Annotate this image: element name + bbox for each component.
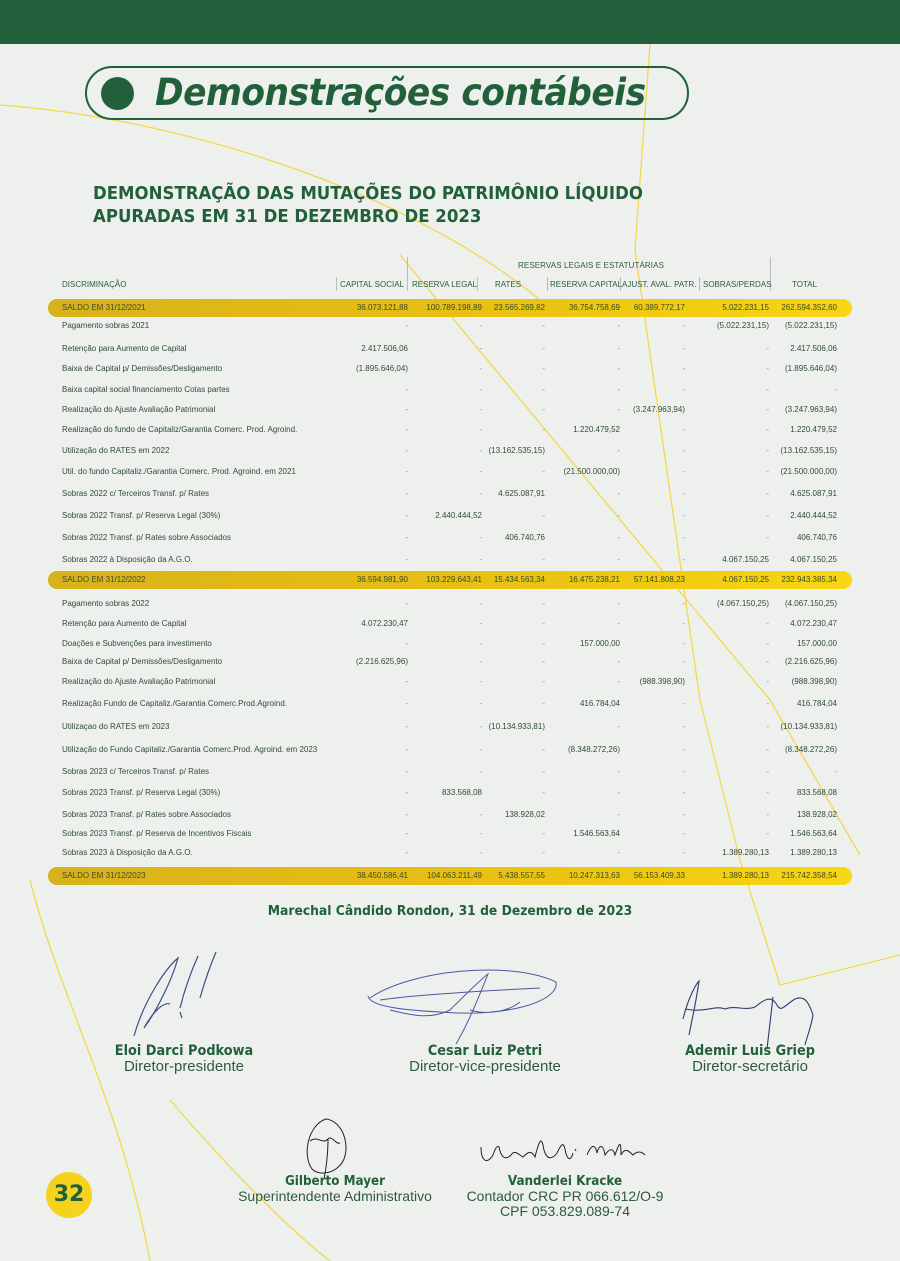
cell-sobras-perdas: - (766, 829, 769, 838)
cell-total: 4.072.230,47 (790, 619, 837, 628)
table-row (48, 340, 852, 358)
table-row (48, 825, 852, 843)
table-row (48, 695, 852, 713)
row-description: SALDO EM 31/12/2023 (62, 871, 146, 880)
cell-ajuste-aval: - (682, 619, 685, 628)
cell-total: 833.568,08 (796, 788, 837, 797)
cell-rates: 23.565.269,82 (493, 303, 545, 312)
signatory-role: Diretor-secretário (692, 1058, 808, 1075)
cell-sobras-perdas: - (766, 767, 769, 776)
cell-reserva-capital: - (617, 511, 620, 520)
cell-ajuste-aval: - (682, 364, 685, 373)
cell-rates: - (542, 599, 545, 608)
cell-total: 157.000,00 (796, 639, 837, 648)
signature-eloi (120, 950, 250, 1040)
cell-sobras-perdas: - (766, 699, 769, 708)
cell-rates: (10.134.933,81) (488, 722, 545, 731)
cell-rates: - (542, 745, 545, 754)
cell-total: (5.022.231,15) (784, 321, 837, 330)
row-description: Utilização do RATES em 2022 (62, 446, 170, 455)
row-description: SALDO EM 31/12/2021 (62, 303, 146, 312)
cell-capital-social: - (405, 555, 408, 564)
section-title-pill (85, 66, 689, 120)
cell-reserva-legal: - (479, 321, 482, 330)
cell-reserva-capital: - (617, 385, 620, 394)
cell-sobras-perdas: 1.389.280,13 (722, 848, 769, 857)
cell-reserva-capital: - (617, 446, 620, 455)
col-header-rates: RATES (495, 280, 522, 289)
cell-capital-social: - (405, 722, 408, 731)
row-description: Util. do fundo Capitaliz./Garantia Comerc. Prod. Agroind. em 2021 (62, 467, 296, 476)
cell-ajuste-aval: - (682, 489, 685, 498)
cell-reserva-capital: 416.784,04 (579, 699, 620, 708)
cell-ajuste-aval: - (682, 829, 685, 838)
cell-reserva-legal: - (479, 767, 482, 776)
cell-ajuste-aval: - (682, 467, 685, 476)
cell-total: 4.625.087,91 (790, 489, 837, 498)
cell-reserva-capital: - (617, 619, 620, 628)
cell-capital-social: 4.072.230,47 (361, 619, 408, 628)
cell-ajuste-aval: 57.141.808,23 (633, 575, 685, 584)
row-description: Sobras 2022 c/ Terceiros Transf. p/ Rates (62, 489, 210, 498)
cell-reserva-capital: 16.475.238,21 (568, 575, 620, 584)
cell-sobras-perdas: - (766, 745, 769, 754)
cell-reserva-capital: - (617, 788, 620, 797)
cell-capital-social: - (405, 848, 408, 857)
header-separator (336, 277, 337, 291)
cell-sobras-perdas: - (766, 657, 769, 666)
table-row (48, 551, 852, 569)
cell-sobras-perdas: - (766, 446, 769, 455)
group-header-reserves: RESERVAS LEGAIS E ESTATUTÁRIAS (518, 261, 665, 270)
cell-reserva-legal: - (479, 599, 482, 608)
cell-rates: - (542, 344, 545, 353)
statement-title-line-1: DEMONSTRAÇÃO DAS MUTAÇÕES DO PATRIMÔNIO LÍQUIDO (93, 183, 643, 204)
cell-capital-social: - (405, 489, 408, 498)
col-header-sobras-perdas: SOBRAS/PERDAS (703, 280, 772, 289)
cell-reserva-legal: - (479, 446, 482, 455)
cell-reserva-legal: - (479, 425, 482, 434)
cell-reserva-legal: 100.789.198,89 (426, 303, 482, 312)
cell-total: (13.162.535,15) (780, 446, 837, 455)
signatory-name: Gilberto Mayer (284, 1174, 386, 1189)
table-row (48, 763, 852, 781)
cell-reserva-legal: - (479, 657, 482, 666)
cell-sobras-perdas: - (766, 425, 769, 434)
cell-sobras-perdas: - (766, 533, 769, 542)
cell-total: (4.067.150,25) (784, 599, 837, 608)
cell-sobras-perdas: 1.389.280,13 (722, 871, 769, 880)
signatory-block (94, 1043, 274, 1075)
cell-reserva-legal: - (479, 364, 482, 373)
cell-rates: - (542, 555, 545, 564)
header-separator (407, 257, 408, 291)
table-row (48, 401, 852, 419)
cell-reserva-capital: - (617, 677, 620, 686)
cell-total: 2.440.444,52 (790, 511, 837, 520)
cell-total: 4.067.150,25 (790, 555, 837, 564)
cell-total: 262.594.352,60 (781, 303, 837, 312)
row-description: SALDO EM 31/12/2022 (62, 575, 146, 584)
row-description: Baixa de Capital p/ Demissões/Desligamento (62, 657, 223, 666)
cell-rates: (13.162.535,15) (488, 446, 545, 455)
row-description: Sobras 2022 Transf. p/ Reserva Legal (30%) (62, 511, 221, 520)
cell-reserva-capital: - (617, 810, 620, 819)
row-description: Doações e Subvenções para investimento (62, 639, 212, 648)
cell-sobras-perdas: - (766, 619, 769, 628)
cell-capital-social: - (405, 405, 408, 414)
signatory-block (215, 1175, 455, 1204)
table-row (48, 381, 852, 399)
cell-reserva-legal: - (479, 467, 482, 476)
cell-reserva-capital: - (617, 344, 620, 353)
cell-reserva-legal: - (479, 677, 482, 686)
cell-ajuste-aval: - (682, 446, 685, 455)
header-separator (699, 277, 700, 291)
cell-total: 1.546.563,64 (790, 829, 837, 838)
cell-total: (1.895.646,04) (784, 364, 837, 373)
cell-sobras-perdas: 4.067.150,25 (722, 575, 769, 584)
signatory-name: Cesar Luiz Petri (427, 1043, 543, 1059)
table-row (48, 718, 852, 736)
signatory-role: Diretor-presidente (123, 1058, 245, 1075)
table-row (48, 673, 852, 691)
row-description: Realização do fundo de Capitaliz/Garantia Comerc. Prod. Agroind. (62, 425, 298, 434)
signature-vanderlei (475, 1135, 665, 1175)
cell-sobras-perdas: - (766, 788, 769, 797)
signatory-role: Diretor-vice-presidente (409, 1058, 561, 1075)
table-row (48, 317, 852, 335)
cell-capital-social: - (405, 810, 408, 819)
cell-capital-social: 36.594.981,90 (356, 575, 408, 584)
cell-capital-social: - (405, 321, 408, 330)
cell-sobras-perdas: - (766, 344, 769, 353)
row-description: Sobras 2023 Transf. p/ Reserva Legal (30%) (62, 788, 221, 797)
col-header-ajuste-aval: AJUST. AVAL. PATR. (622, 280, 697, 289)
cell-rates: - (542, 767, 545, 776)
row-description: Realização do Ajuste Avaliação Patrimonial (62, 405, 216, 414)
signatory-name: Ademir Luis Griep (685, 1043, 815, 1059)
cell-reserva-legal: 104.063.211,49 (426, 871, 482, 880)
cell-sobras-perdas: 4.067.150,25 (722, 555, 769, 564)
table-row (48, 595, 852, 613)
balance-row (48, 571, 852, 589)
cell-reserva-capital: 1.546.563,64 (573, 829, 620, 838)
row-description: Utilizaçao do RATES em 2023 (62, 722, 170, 731)
page-number: 32 (46, 1172, 92, 1218)
table-row (48, 806, 852, 824)
cell-reserva-legal: - (479, 722, 482, 731)
cell-capital-social: - (405, 425, 408, 434)
balance-row (48, 299, 852, 317)
cell-rates: - (542, 829, 545, 838)
cell-total: 232.943.385,34 (781, 575, 837, 584)
cell-sobras-perdas: - (766, 405, 769, 414)
row-description: Baixa de Capital p/ Demissões/Desligamento (62, 364, 223, 373)
cell-sobras-perdas: 5.022.231,15 (722, 303, 769, 312)
cell-ajuste-aval: - (682, 599, 685, 608)
cell-rates: 138.928,02 (504, 810, 545, 819)
cell-total: (21.500.000,00) (780, 467, 837, 476)
cell-total: (3.247.963,94) (784, 405, 837, 414)
cell-reserva-legal: - (479, 385, 482, 394)
cell-capital-social: - (405, 533, 408, 542)
signatory-name: Vanderlei Kracke (507, 1174, 623, 1189)
cell-ajuste-aval: 60.389.772,17 (633, 303, 685, 312)
cell-rates: 15.434.563,34 (493, 575, 545, 584)
cell-ajuste-aval: (988.398,90) (639, 677, 685, 686)
cell-rates: - (542, 657, 545, 666)
cell-capital-social: - (405, 699, 408, 708)
balance-row (48, 867, 852, 885)
cell-total: (2.216.625,96) (784, 657, 837, 666)
col-header-discriminacao: DISCRIMINAÇÃO (62, 280, 127, 289)
cell-reserva-capital: - (617, 555, 620, 564)
cell-reserva-legal: - (479, 699, 482, 708)
table-row (48, 635, 852, 653)
cell-sobras-perdas: - (766, 467, 769, 476)
table-row (48, 507, 852, 525)
cell-reserva-capital: - (617, 599, 620, 608)
cell-rates: - (542, 385, 545, 394)
cell-capital-social: (2.216.625,96) (355, 657, 408, 666)
cell-rates: 4.625.087,91 (498, 489, 545, 498)
cell-reserva-capital: - (617, 364, 620, 373)
row-description: Baixa capital social financiamento Cotas partes (62, 385, 230, 394)
top-banner (0, 0, 900, 44)
cell-rates: - (542, 848, 545, 857)
cell-total: (8.348.272,26) (784, 745, 837, 754)
signatory-role: Superintendente Administrativo (238, 1188, 432, 1204)
statement-title-line-2: APURADAS EM 31 DE DEZEMBRO DE 2023 (93, 206, 482, 227)
col-header-reserva-legal: RESERVA LEGAL (412, 280, 478, 289)
signature-cesar (360, 960, 570, 1050)
cell-capital-social: - (405, 788, 408, 797)
table-row (48, 360, 852, 378)
cell-reserva-capital: (8.348.272,26) (567, 745, 620, 754)
header-separator (547, 277, 548, 291)
cell-rates: - (542, 699, 545, 708)
cell-reserva-capital: - (617, 405, 620, 414)
cell-reserva-capital: - (617, 533, 620, 542)
cell-total: (10.134.933,81) (780, 722, 837, 731)
signatory-role: Contador CRC PR 066.612/O-9 (466, 1188, 664, 1204)
row-description: Retenção para Aumento de Capital (62, 344, 187, 353)
cell-sobras-perdas: (4.067.150,25) (716, 599, 769, 608)
cell-ajuste-aval: - (682, 511, 685, 520)
cell-sobras-perdas: - (766, 810, 769, 819)
signatory-block (460, 1175, 670, 1219)
cell-sobras-perdas: - (766, 489, 769, 498)
cell-capital-social: 38.450.586,41 (356, 871, 408, 880)
cell-reserva-capital: - (617, 848, 620, 857)
statement-title (93, 182, 643, 228)
row-description: Pagamento sobras 2022 (62, 599, 150, 608)
cell-reserva-legal: - (479, 810, 482, 819)
cell-ajuste-aval: - (682, 745, 685, 754)
cell-reserva-capital: 10.247.313,63 (568, 871, 620, 880)
cell-ajuste-aval: - (682, 533, 685, 542)
cell-total: 1.389.280,13 (790, 848, 837, 857)
cell-capital-social: - (405, 446, 408, 455)
cell-ajuste-aval: - (682, 639, 685, 648)
cell-rates: - (542, 677, 545, 686)
cell-rates: - (542, 511, 545, 520)
cell-capital-social: 36.073.121,88 (356, 303, 408, 312)
row-description: Realização do Ajuste Avaliação Patrimonial (62, 677, 216, 686)
cell-ajuste-aval: - (682, 344, 685, 353)
cell-capital-social: - (405, 385, 408, 394)
cell-capital-social: - (405, 829, 408, 838)
cell-ajuste-aval: 56.153.409,33 (633, 871, 685, 880)
cell-rates: - (542, 467, 545, 476)
cell-reserva-capital: 157.000,00 (579, 639, 620, 648)
table-row (48, 653, 852, 671)
cell-reserva-capital: 36.754.758,69 (568, 303, 620, 312)
cell-reserva-legal: - (479, 405, 482, 414)
cell-ajuste-aval: - (682, 848, 685, 857)
cell-reserva-legal: - (479, 489, 482, 498)
table-row (48, 784, 852, 802)
cell-ajuste-aval: - (682, 699, 685, 708)
cell-total: - (834, 385, 837, 394)
cell-reserva-legal: - (479, 848, 482, 857)
cell-reserva-capital: - (617, 489, 620, 498)
cell-reserva-capital: - (617, 657, 620, 666)
signatory-block (660, 1043, 840, 1075)
cell-reserva-legal: 833.568,08 (441, 788, 482, 797)
cell-reserva-legal: 2.440.444,52 (435, 511, 482, 520)
signatory-block (380, 1043, 590, 1075)
section-title: Demonstrações contábeis (155, 71, 646, 114)
cell-reserva-legal: - (479, 639, 482, 648)
cell-ajuste-aval: - (682, 788, 685, 797)
cell-reserva-capital: - (617, 722, 620, 731)
cell-ajuste-aval: - (682, 810, 685, 819)
cell-sobras-perdas: (5.022.231,15) (716, 321, 769, 330)
signatory-name: Eloi Darci Podkowa (114, 1043, 254, 1059)
signatory-cpf: CPF 053.829.089-74 (500, 1203, 630, 1219)
bullet-dot-icon (101, 77, 134, 110)
table-row (48, 463, 852, 481)
row-description: Sobras 2023 c/ Terceiros Transf. p/ Rates (62, 767, 210, 776)
col-header-total: TOTAL (792, 280, 818, 289)
cell-total: 138.928,02 (796, 810, 837, 819)
cell-sobras-perdas: - (766, 511, 769, 520)
row-description: Sobras 2023 à Disposição da A.G.O. (62, 848, 193, 857)
table-row (48, 485, 852, 503)
cell-reserva-capital: - (617, 767, 620, 776)
cell-capital-social: - (405, 599, 408, 608)
cell-reserva-legal: - (479, 344, 482, 353)
cell-sobras-perdas: - (766, 722, 769, 731)
cell-sobras-perdas: - (766, 385, 769, 394)
cell-ajuste-aval: - (682, 722, 685, 731)
cell-reserva-capital: - (617, 321, 620, 330)
cell-capital-social: - (405, 467, 408, 476)
cell-capital-social: - (405, 639, 408, 648)
cell-ajuste-aval: - (682, 321, 685, 330)
row-description: Pagamento sobras 2021 (62, 321, 150, 330)
cell-reserva-legal: - (479, 555, 482, 564)
cell-reserva-legal: - (479, 619, 482, 628)
table-row (48, 442, 852, 460)
col-header-reserva-capital: RESERVA CAPITAL (550, 280, 623, 289)
cell-total: 2.417.506,06 (790, 344, 837, 353)
cell-ajuste-aval: - (682, 385, 685, 394)
cell-capital-social: (1.895.646,04) (355, 364, 408, 373)
cell-rates: 406.740,76 (504, 533, 545, 542)
row-description: Sobras 2022 Transf. p/ Rates sobre Associados (62, 533, 231, 542)
cell-reserva-legal: - (479, 829, 482, 838)
col-header-capital-social: CAPITAL SOCIAL (340, 280, 405, 289)
cell-capital-social: - (405, 745, 408, 754)
cell-rates: - (542, 321, 545, 330)
cell-capital-social: 2.417.506,06 (361, 344, 408, 353)
cell-rates: - (542, 639, 545, 648)
cell-capital-social: - (405, 511, 408, 520)
table-row (48, 844, 852, 862)
signature-gilberto (298, 1115, 358, 1181)
cell-ajuste-aval: - (682, 425, 685, 434)
row-description: Sobras 2022 à Disposição da A.G.O. (62, 555, 193, 564)
row-description: Sobras 2023 Transf. p/ Rates sobre Associados (62, 810, 231, 819)
cell-sobras-perdas: - (766, 364, 769, 373)
cell-rates: - (542, 364, 545, 373)
table-row (48, 421, 852, 439)
cell-rates: - (542, 425, 545, 434)
cell-reserva-capital: 1.220.479,52 (573, 425, 620, 434)
cell-ajuste-aval: - (682, 555, 685, 564)
row-description: Realização Fundo de Capitaliz./Garantia Comerc.Prod.Agroind. (62, 699, 288, 708)
header-separator (477, 277, 478, 291)
table-row (48, 529, 852, 547)
place-and-date: Marechal Cândido Rondon, 31 de Dezembro de 2023 (267, 904, 633, 919)
cell-total: 215.742.358,54 (781, 871, 837, 880)
cell-reserva-legal: - (479, 533, 482, 542)
cell-capital-social: - (405, 677, 408, 686)
cell-ajuste-aval: - (682, 767, 685, 776)
table-row (48, 615, 852, 633)
row-description: Sobras 2023 Transf. p/ Reserva de Incentivos Fiscais (62, 829, 252, 838)
cell-rates: 5.438.557,55 (498, 871, 545, 880)
table-row (48, 741, 852, 759)
cell-capital-social: - (405, 767, 408, 776)
cell-rates: - (542, 788, 545, 797)
cell-ajuste-aval: - (682, 657, 685, 666)
cell-sobras-perdas: - (766, 639, 769, 648)
cell-total: (988.398,90) (791, 677, 837, 686)
row-description: Utilização do Fundo Capitaliz./Garantia Comerc.Prod. Agroind. em 2023 (62, 745, 318, 754)
row-description: Retenção para Aumento de Capital (62, 619, 187, 628)
cell-total: 1.220.479,52 (790, 425, 837, 434)
cell-ajuste-aval: (3.247.963,94) (632, 405, 685, 414)
cell-rates: - (542, 619, 545, 628)
cell-total: 406.740,76 (796, 533, 837, 542)
cell-total: 416.784,04 (796, 699, 837, 708)
cell-reserva-legal: 103.229.643,41 (426, 575, 482, 584)
cell-rates: - (542, 405, 545, 414)
cell-sobras-perdas: - (766, 677, 769, 686)
cell-reserva-legal: - (479, 745, 482, 754)
cell-reserva-capital: (21.500.000,00) (563, 467, 620, 476)
cell-total: - (834, 767, 837, 776)
